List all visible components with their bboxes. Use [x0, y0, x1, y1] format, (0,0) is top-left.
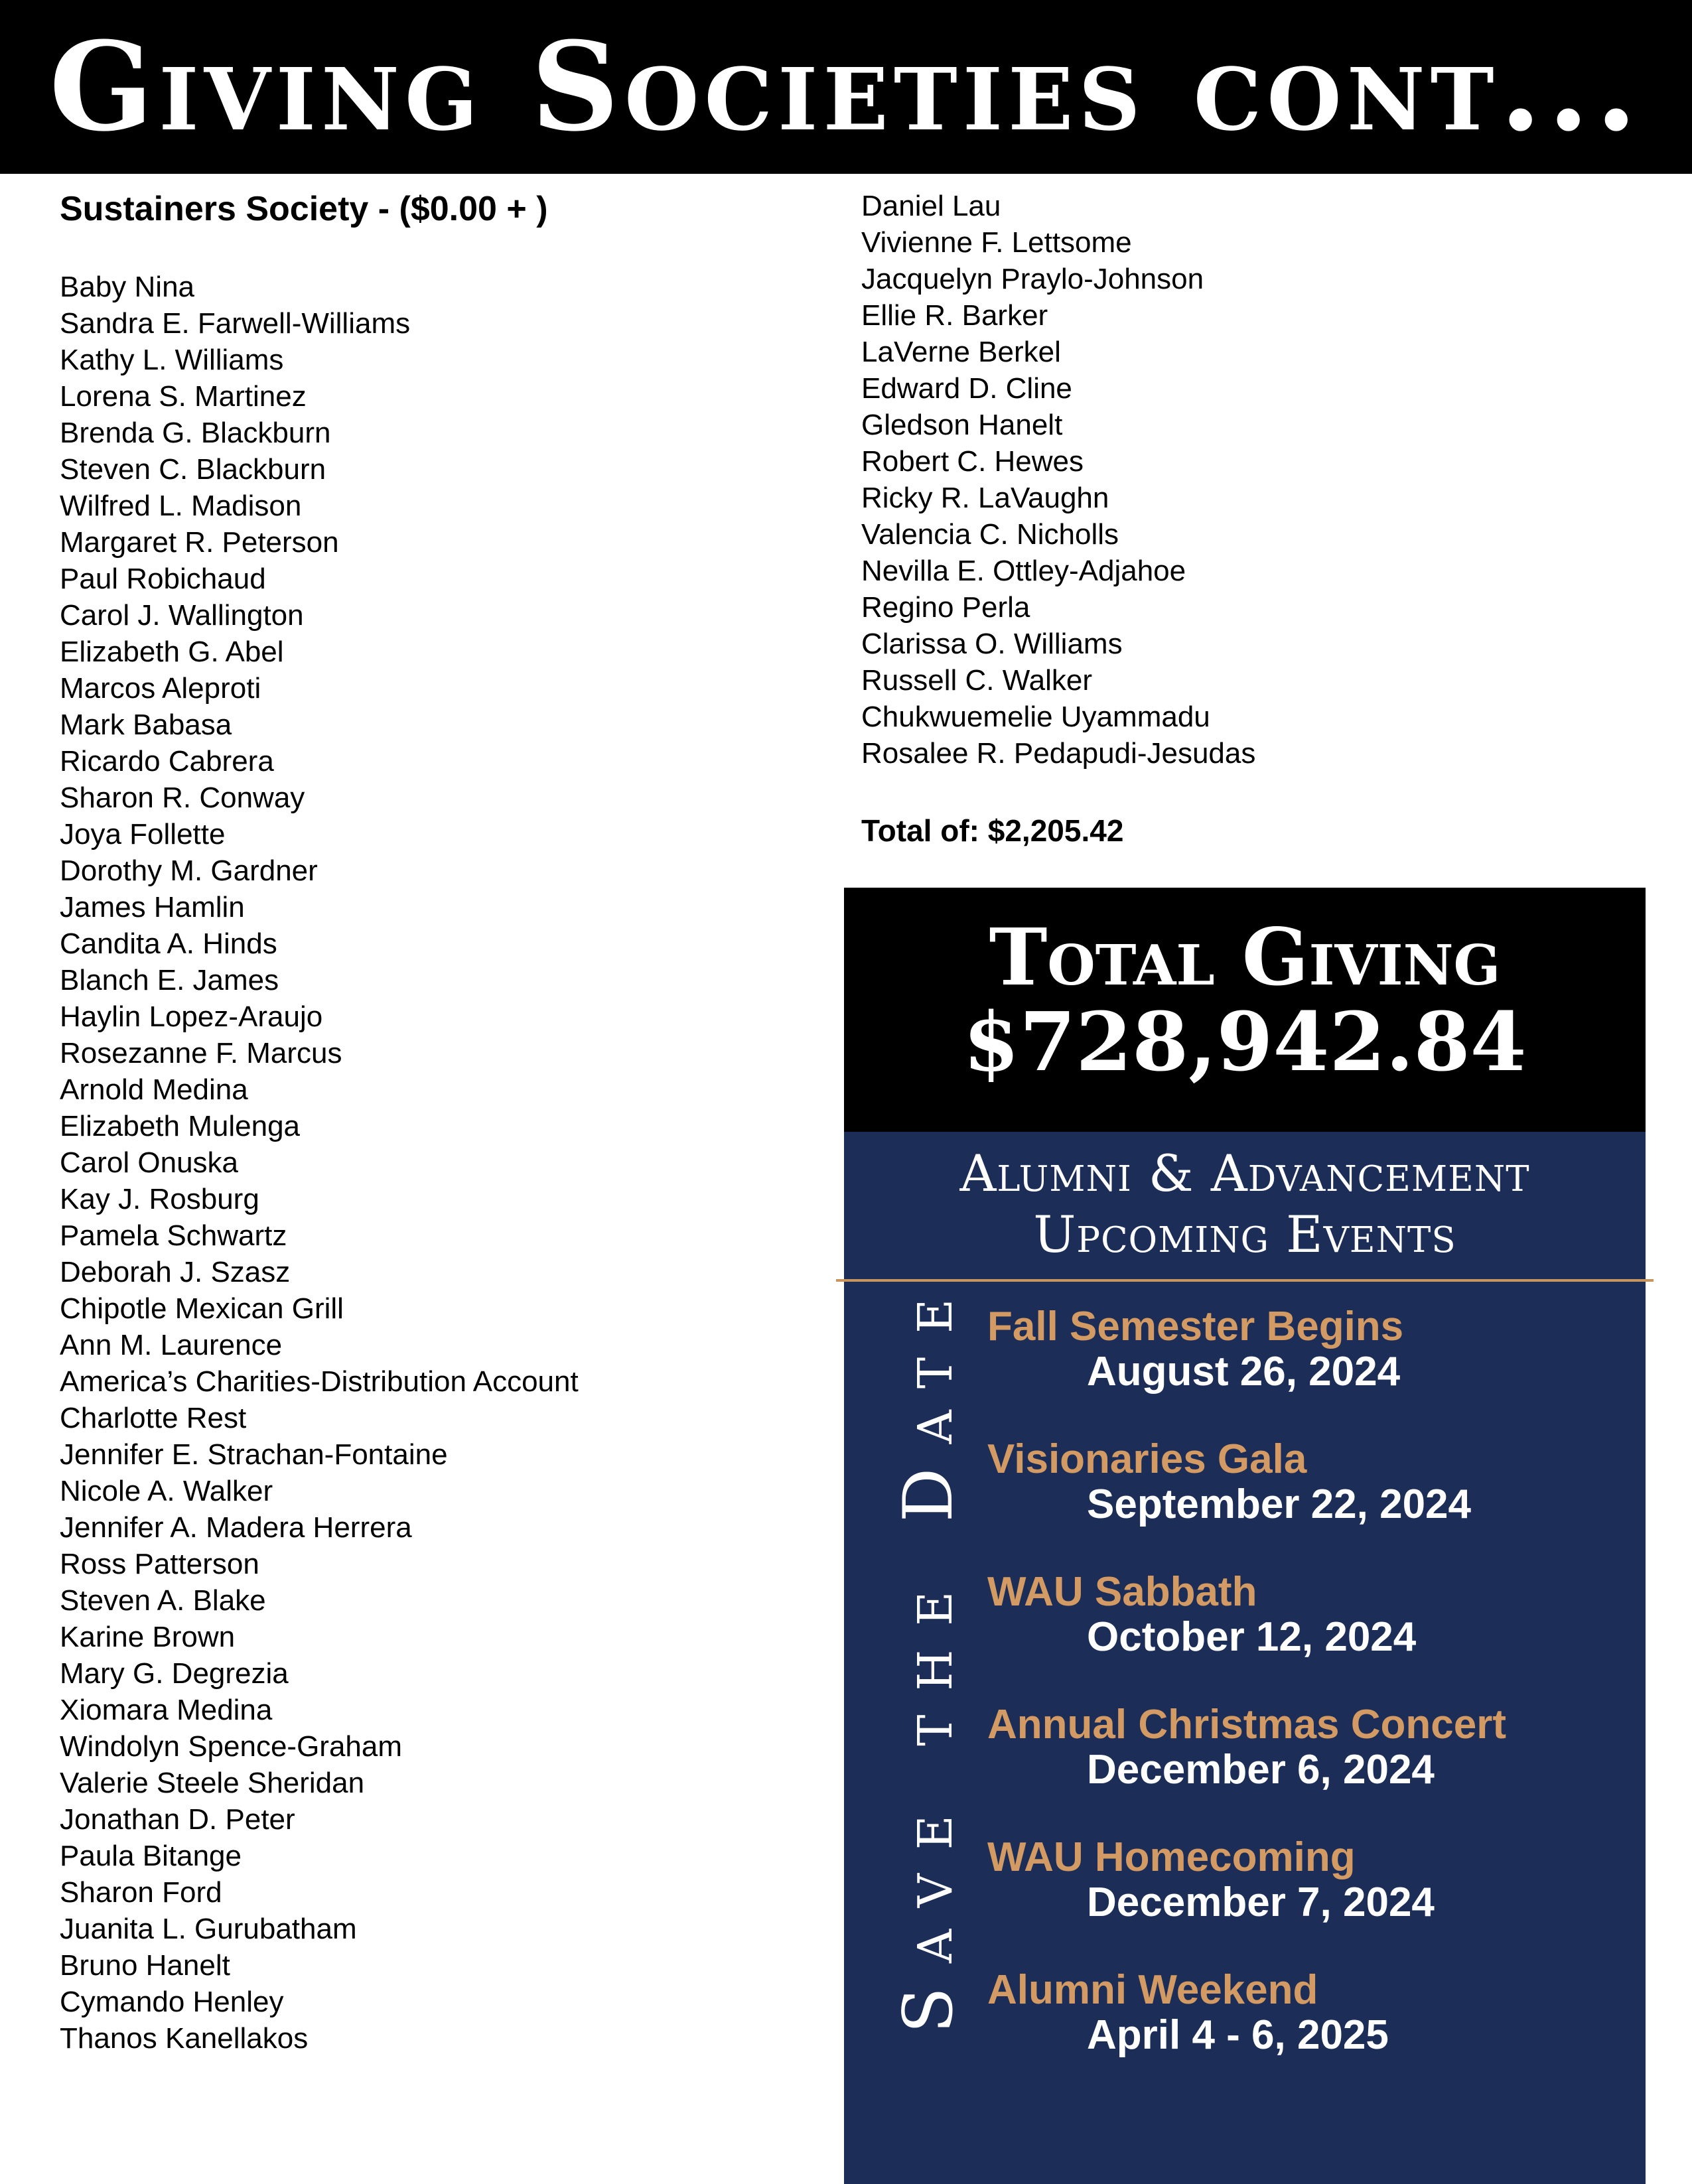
event-item: [987, 1967, 1506, 2100]
event-name: WAU Sabbath: [987, 1569, 1257, 1615]
donor-name: Haylin Lopez-Araujo: [60, 1000, 323, 1033]
event-name: Visionaries Gala: [987, 1436, 1307, 1482]
donor-name: Windolyn Spence-Graham: [60, 1730, 403, 1763]
donor-name: Clarissa O. Williams: [861, 628, 1123, 660]
donor-name: Jennifer E. Strachan-Fontaine: [60, 1438, 448, 1471]
donor-name: Dorothy M. Gardner: [60, 854, 318, 887]
donor-name: Ellie R. Barker: [861, 299, 1048, 332]
donor-name: Jacquelyn Praylo-Johnson: [861, 263, 1204, 295]
events-heading-line-1: Alumni & Advancement: [959, 1144, 1530, 1203]
society-title: Sustainers Society - ($0.00 + ): [60, 190, 548, 228]
donor-name: Jonathan D. Peter: [60, 1803, 295, 1836]
event-date: December 7, 2024: [1087, 1879, 1435, 1925]
page-header: [0, 0, 1692, 174]
donor-name: Candita A. Hinds: [60, 927, 277, 960]
event-date: April 4 - 6, 2025: [1087, 2012, 1389, 2058]
event-name: Annual Christmas Concert: [987, 1702, 1507, 1747]
donor-name: Valencia C. Nicholls: [861, 518, 1119, 551]
donor-name: Juanita L. Gurubatham: [60, 1913, 357, 1945]
donor-name: Gledson Hanelt: [861, 409, 1063, 441]
donor-name: Ricky R. LaVaughn: [861, 482, 1109, 514]
page-title: Giving Societies cont...: [49, 15, 1643, 159]
donor-name: Lorena S. Martinez: [60, 380, 307, 413]
donor-name: Wilfred L. Madison: [60, 490, 302, 522]
donor-list-column-2: [861, 188, 1255, 772]
donor-name: Regino Perla: [861, 591, 1030, 624]
total-giving-amount: $728,942.84: [963, 994, 1527, 1089]
event-item: [987, 1702, 1506, 1834]
event-name: WAU Homecoming: [987, 1834, 1356, 1880]
donor-name: Sharon R. Conway: [60, 782, 305, 814]
event-name: Fall Semester Begins: [987, 1304, 1404, 1349]
donor-name: Daniel Lau: [861, 190, 1001, 222]
events-heading: [844, 1143, 1646, 1265]
donor-name: Steven A. Blake: [60, 1584, 266, 1617]
donor-name: Nicole A. Walker: [60, 1475, 273, 1507]
donor-name: Arnold Medina: [60, 1073, 248, 1106]
events-heading-line-2: Upcoming Events: [1033, 1205, 1456, 1264]
donor-name: Sharon Ford: [60, 1876, 222, 1909]
donor-name: Kathy L. Williams: [60, 344, 284, 376]
donor-name: Paula Bitange: [60, 1840, 242, 1872]
donor-list-column-1: [60, 269, 579, 2057]
donor-name: Mary G. Degrezia: [60, 1657, 289, 1690]
donor-name: Steven C. Blackburn: [60, 453, 326, 486]
donor-name: Chipotle Mexican Grill: [60, 1292, 344, 1325]
society-total: Total of: $2,205.42: [861, 813, 1124, 848]
donor-name: Vivienne F. Lettsome: [861, 226, 1132, 259]
donor-name: Mark Babasa: [60, 709, 232, 741]
donor-name: LaVerne Berkel: [861, 336, 1061, 368]
donor-name: Xiomara Medina: [60, 1694, 273, 1726]
donor-name: Brenda G. Blackburn: [60, 417, 331, 449]
event-date: December 6, 2024: [1087, 1747, 1435, 1793]
donor-name: Rosalee R. Pedapudi-Jesudas: [861, 737, 1256, 770]
save-the-date-label: Save the Date: [889, 1274, 968, 2033]
event-name: Alumni Weekend: [987, 1967, 1318, 2013]
donor-name: James Hamlin: [60, 891, 245, 923]
donor-name: Nevilla E. Ottley-Adjahoe: [861, 555, 1186, 587]
donor-name: Marcos Aleproti: [60, 672, 261, 705]
donor-name: Joya Follette: [60, 818, 226, 851]
donor-name: Robert C. Hewes: [861, 445, 1084, 478]
donor-name: Paul Robichaud: [60, 563, 266, 595]
donor-name: Cymando Henley: [60, 1986, 284, 2018]
donor-name: Charlotte Rest: [60, 1402, 247, 1434]
event-date: September 22, 2024: [1087, 1481, 1472, 1527]
donor-name: Bruno Hanelt: [60, 1949, 230, 1982]
donor-name: Margaret R. Peterson: [60, 526, 339, 559]
total-giving-label: Total Giving: [989, 911, 1501, 1003]
donor-name: Baby Nina: [60, 271, 195, 303]
donor-name: Deborah J. Szasz: [60, 1256, 291, 1288]
donor-name: Valerie Steele Sheridan: [60, 1767, 365, 1799]
donor-name: Carol Onuska: [60, 1146, 239, 1179]
event-date: August 26, 2024: [1087, 1349, 1401, 1395]
donor-name: Ann M. Laurence: [60, 1329, 283, 1361]
donor-name: Sandra E. Farwell-Williams: [60, 307, 411, 340]
donor-name: America’s Charities-Distribution Account: [60, 1365, 579, 1398]
donor-name: Ricardo Cabrera: [60, 745, 274, 778]
donor-name: Kay J. Rosburg: [60, 1183, 259, 1215]
event-item: [987, 1304, 1506, 1436]
donor-name: Russell C. Walker: [861, 664, 1092, 697]
donor-name: Ross Patterson: [60, 1548, 259, 1580]
donor-name: Thanos Kanellakos: [60, 2022, 309, 2055]
donor-name: Karine Brown: [60, 1621, 236, 1653]
total-giving-box: [844, 888, 1646, 1132]
donor-name: Rosezanne F. Marcus: [60, 1037, 342, 1069]
donor-name: Pamela Schwartz: [60, 1219, 287, 1252]
donor-name: Chukwuemelie Uyammadu: [861, 701, 1210, 733]
event-item: [987, 1569, 1506, 1702]
donor-name: Elizabeth G. Abel: [60, 636, 284, 668]
donor-name: Jennifer A. Madera Herrera: [60, 1511, 412, 1544]
event-date: October 12, 2024: [1087, 1614, 1417, 1660]
donor-name: Edward D. Cline: [861, 372, 1072, 405]
donor-name: Carol J. Wallington: [60, 599, 304, 632]
event-item: [987, 1834, 1506, 1967]
event-list: [987, 1304, 1506, 2100]
donor-name: Elizabeth Mulenga: [60, 1110, 301, 1142]
event-item: [987, 1436, 1506, 1569]
donor-name: Blanch E. James: [60, 964, 279, 996]
